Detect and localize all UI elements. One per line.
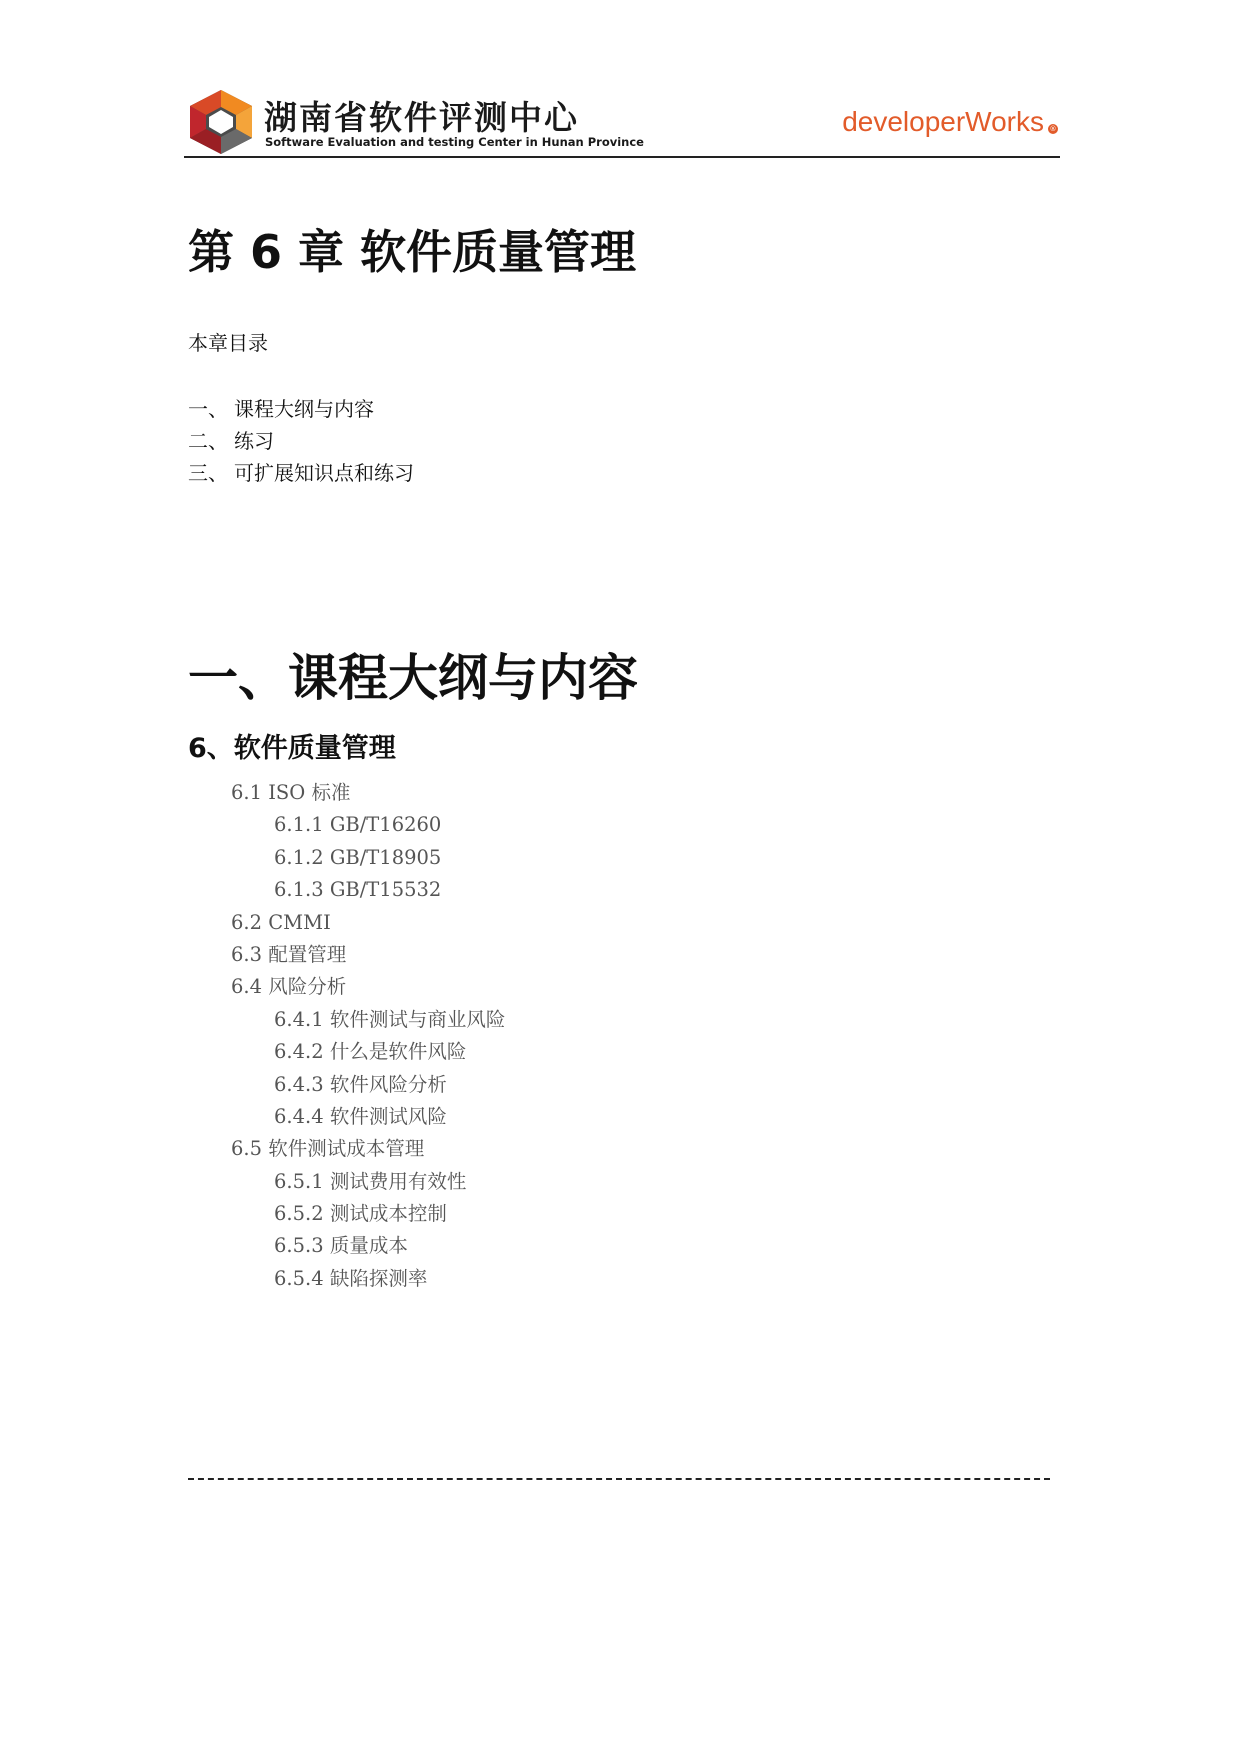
outline-item: 6.4.4 软件测试风险 [274, 1104, 447, 1128]
registered-mark-icon: ® [1049, 125, 1057, 133]
toc-item[interactable] [188, 425, 414, 457]
outline-item: 6.4 风险分析 [231, 975, 347, 999]
chapter-title: 第 6 章 软件质量管理 [188, 225, 637, 279]
outline-item: 6.5 软件测试成本管理 [231, 1137, 425, 1161]
outline-item: 6.3 配置管理 [231, 942, 347, 966]
outline-item: 6.2 CMMI [231, 910, 331, 934]
toc-item-label: 可扩展知识点和练习 [234, 461, 414, 485]
header-divider [184, 156, 1060, 158]
outline-item: 6.5.2 测试成本控制 [274, 1202, 447, 1226]
toc-item-label: 课程大纲与内容 [234, 397, 374, 421]
outline-item: 6.1.1 GB/T16260 [274, 813, 442, 837]
outline-item: 6.4.1 软件测试与商业风险 [274, 1007, 506, 1031]
toc-item-number: 三、 [188, 461, 228, 485]
brand-name: developerWorks [842, 106, 1044, 137]
outline-item: 6.1.2 GB/T18905 [274, 845, 442, 869]
outline-item: 6.5.3 质量成本 [274, 1234, 408, 1258]
toc-item[interactable] [188, 457, 414, 489]
hexagon-logo-icon [186, 88, 256, 156]
outline-item: 6.1 ISO 标准 [231, 781, 351, 804]
outline-item: 6.4.3 软件风险分析 [274, 1072, 447, 1096]
toc-item-number: 一、 [188, 397, 228, 421]
dashed-divider [188, 1478, 1050, 1480]
page-header [186, 86, 1060, 158]
toc-item-number: 二、 [188, 429, 228, 453]
section-title: 一、课程大纲与内容 [188, 649, 638, 707]
outline-item: 6.1.3 GB/T15532 [274, 878, 442, 902]
toc-item[interactable] [188, 393, 414, 425]
org-name: 湖南省软件评测中心 [264, 98, 579, 137]
outline-item: 6.5.4 缺陷探测率 [274, 1266, 428, 1290]
org-subtitle: Software Evaluation and testing Center in Hunan Province [265, 135, 644, 149]
course-outline [0, 777, 1241, 1295]
toc-heading: 本章目录 [188, 331, 268, 355]
toc-item-label: 练习 [234, 429, 274, 453]
subsection-title: 6、软件质量管理 [188, 733, 396, 764]
toc-list [188, 393, 414, 489]
outline-item: 6.4.2 什么是软件风险 [274, 1040, 467, 1064]
outline-item: 6.5.1 测试费用有效性 [274, 1169, 467, 1193]
